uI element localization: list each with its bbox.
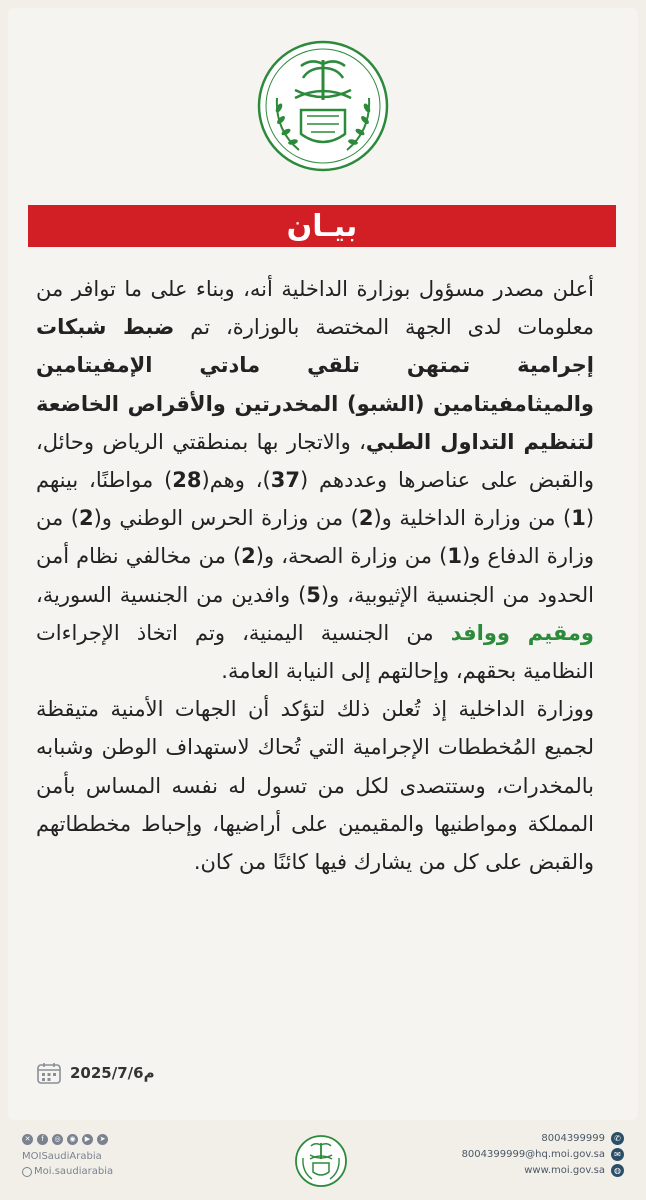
footer-emblem-icon <box>294 1134 348 1188</box>
footer <box>0 1124 646 1200</box>
calendar-icon <box>36 1061 62 1085</box>
ministry-emblem-icon <box>255 38 391 174</box>
banner-title: بيـان <box>286 208 358 244</box>
count-value: 28 <box>172 468 202 493</box>
count-value: 2 <box>358 506 374 531</box>
social-links <box>22 1134 108 1145</box>
snapchat-icon[interactable]: ◉ <box>67 1134 78 1145</box>
x-icon[interactable]: ✕ <box>22 1134 33 1145</box>
text-run: ) من وزارة الداخلية و( <box>373 506 572 531</box>
count-value: 1 <box>447 544 462 569</box>
text-run: من الجنسية اليمنية، وتم اتخاذ الإجراءات النظامية بحقهم، وإحالتهم إلى النيابة العامة. <box>36 620 594 684</box>
text-run: ) من مخالفي نظام أمن الحدود من الجنسية الإثيوبية، و( <box>36 544 594 607</box>
phone-number: 8004399999 <box>541 1133 605 1144</box>
text-run: ) من وزارة الدفاع و( <box>36 506 594 569</box>
youtube-icon[interactable]: ▶ <box>82 1134 93 1145</box>
phone-icon: ✆ <box>611 1132 624 1145</box>
text-run: ، والاتجار بها بمنطقتي الرياض وحائل، والقبض على عناصرها وعددهم ( <box>36 429 594 493</box>
facebook-icon[interactable]: f <box>37 1134 48 1145</box>
text-run: ) من وزارة الحرس الوطني و( <box>93 506 359 531</box>
title-banner <box>28 205 616 247</box>
email-address: 8004399999@hq.moi.gov.sa <box>461 1149 605 1160</box>
contact-website[interactable] <box>524 1164 624 1177</box>
telegram-icon[interactable]: ➤ <box>97 1134 108 1145</box>
text-run: )، وهم( <box>201 468 271 493</box>
statement-paragraph-1 <box>36 270 594 690</box>
instagram-icon[interactable]: ◎ <box>52 1134 63 1145</box>
count-value: 2 <box>78 506 94 531</box>
website-url: www.moi.gov.sa <box>524 1165 605 1176</box>
social-handle-alt[interactable]: Moi.saudiarabia <box>34 1166 114 1177</box>
globe-icon: ◍ <box>611 1164 624 1177</box>
count-value: 37 <box>270 468 300 493</box>
statement-date: 2025/7/6م <box>70 1064 155 1082</box>
mail-icon: ✉ <box>611 1148 624 1161</box>
contact-phone[interactable] <box>541 1132 624 1145</box>
text-run: ) مواطنًا، بينهم ( <box>36 468 594 531</box>
count-value: 1 <box>571 506 586 531</box>
highlighted-text-run: ومقيم ووافد <box>450 620 594 645</box>
statement-body <box>36 270 594 1150</box>
globe-icon <box>22 1167 32 1177</box>
bold-text-run: ضبط شبكات إجرامية تمتهن تلقي مادتي الإمفيتامين والميثامفيتامين (الشبو) المخدرتين والأقراص الخاضعة لتنظيم التداول الطبي <box>36 315 594 454</box>
count-value: 5 <box>306 582 321 607</box>
social-handle[interactable]: MOISaudiArabia <box>22 1151 102 1162</box>
text-run: ) من وزارة الصحة، و( <box>255 544 448 569</box>
date-row <box>36 1060 155 1086</box>
text-run: ) وافدين من الجنسية السورية، <box>36 582 307 607</box>
count-value: 2 <box>241 544 256 569</box>
statement-paragraph-2: ووزارة الداخلية إذ تُعلن ذلك لتؤكد أن الجهات الأمنية متيقظة لجميع المُخططات الإجرامية التي تُحاك لاستهداف الوطن وشبابه بالمخدرات، وستتصدى لكل من تسول له نفسه المساس بأمن المملكة ومواطنيها والمقيمين على أراضيها، وإحباط مخططاتهم والقبض على كل من يشارك فيها كائنًا من كان. <box>36 697 594 875</box>
text-run: أعلن مصدر مسؤول بوزارة الداخلية أنه، وبناء على ما توافر من معلومات لدى الجهة المختصة بالوزارة، تم <box>36 277 594 340</box>
contact-email[interactable] <box>462 1148 624 1161</box>
